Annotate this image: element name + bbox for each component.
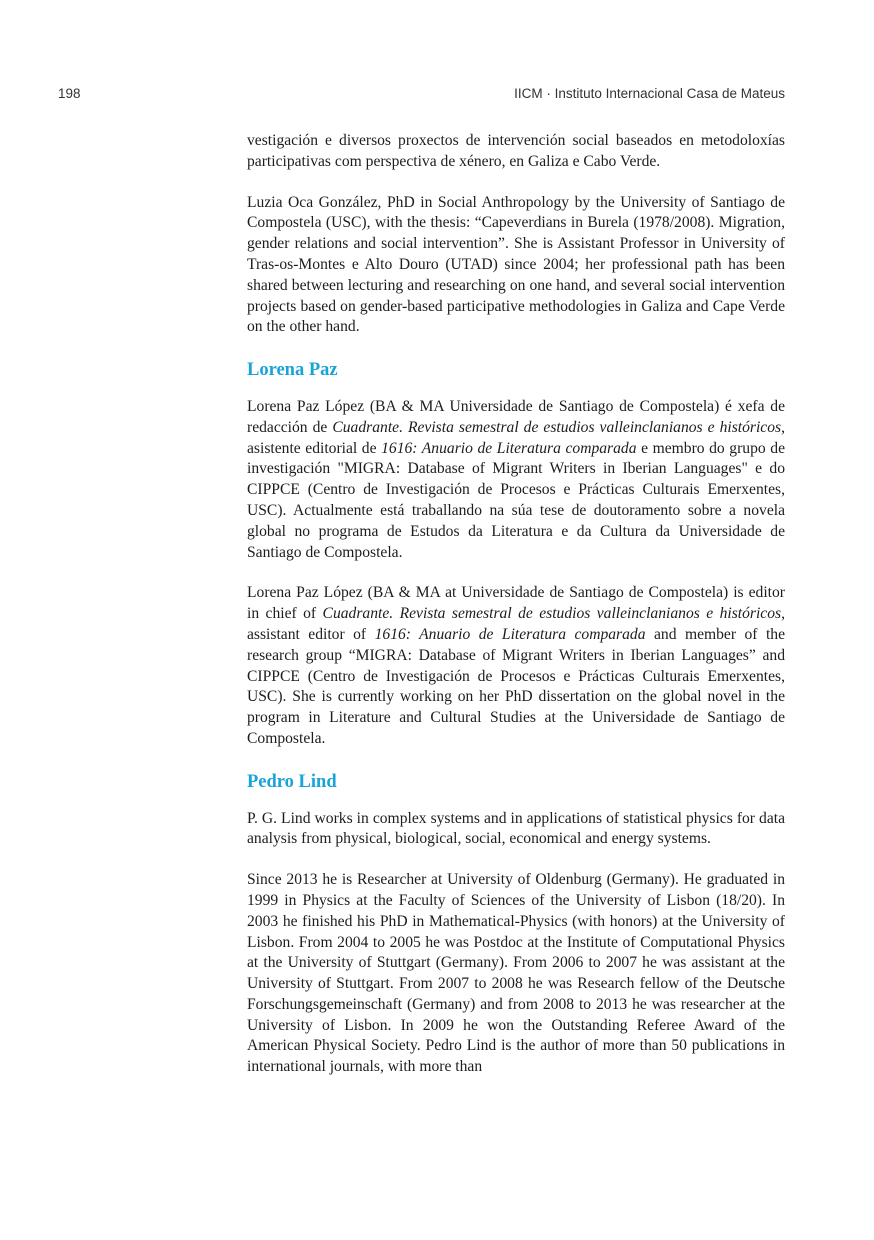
luzia-galician-paragraph-continued: vestigación e diversos proxectos de intervención social baseados en metodoloxías participativas com perspectiva de xénero, en Galiza e Cabo Verde. (247, 132, 785, 170)
text-run: and member of the research group “MIGRA: Database of Migrant Writers in Iberian Languages” and CIPPCE (Centro de Investigación de Procesos e Prácticas Culturais Emerxentes, USC). She is currently working on her PhD dissertation on the global novel in the program in Literature and Cultural Studies at the Universidade de Santiago de Compostela. (247, 625, 785, 747)
page-number: 198 (58, 86, 81, 101)
text-run: e membro do grupo de investigación "MIGRA: Database of Migrant Writers in Iberian Languages" e do CIPPCE (Centro de Investigación de Procesos e Prácticas Culturais Emerxentes, USC). Actualmente está traballando na súa tese de doutoramento sobre a novela global no programa de Estudos da Literatura e da Cultura da Universidade de Santiago de Compostela. (247, 439, 785, 561)
page-content (247, 131, 785, 1098)
lorena-galician-paragraph (247, 397, 785, 563)
pedro-paragraph-1: P. G. Lind works in complex systems and in applications of statistical physics for data analysis from physical, biological, social, economical and energy systems. (247, 809, 785, 848)
lorena-english-paragraph (247, 583, 785, 749)
text-run: Lorena Paz López (BA & MA Universidade de Santiago de Compostela) é xefa de redacción de (247, 397, 785, 436)
journal-title-1616: 1616: Anuario de Literatura comparada (381, 439, 637, 457)
pedro-paragraph-2: Since 2013 he is Researcher at University of Oldenburg (Germany). He graduated in 1999 in Physics at the Faculty of Sciences of the University of Lisbon (18/20). In 2003 he finished his PhD in Mathematical-Physics (with honors) at the University of Lisbon. From 2004 to 2005 he was Postdoc at the Institute of Computational Physics at the University of Stuttgart (Germany). From 2006 to 2007 he was assistant at the University of Stuttgart. From 2007 to 2008 he was Research fellow of the Deutsche Forschungsgemeinschaft (Germany) and from 2008 to 2013 he was researcher at the University of Lisbon. In 2009 he won the Outstanding Referee Award of the American Physical Society. Pedro Lind is the author of more than 50 publications in international journals, with more than (247, 871, 785, 1076)
section-heading-lorena-paz: Lorena Paz (247, 360, 338, 381)
journal-title-1616: 1616: Anuario de Literatura comparada (374, 625, 646, 643)
section-heading-pedro-lind: Pedro Lind (247, 771, 337, 792)
journal-title-cuadrante: Cuadrante. Revista semestral de estudios valleinclanianos e históricos (322, 605, 782, 623)
text-run: Lorena Paz López (BA & MA at Universidade de Santiago de Compostela) is editor in chief of (247, 584, 785, 623)
luzia-english-paragraph: Luzia Oca González, PhD in Social Anthropology by the University of Santiago de Compostela (USC), with the thesis: “Capeverdians in Burela (1978/2008). Migration, gender relations and social intervention”. She is Assistant Professor in University of Tras-os-Montes e Alto Douro (UTAD) since 2004; her professional path has been shared between lecturing and researching on one hand, and several social intervention projects based on gender-based participative methodologies in Galiza and Cape Verde on the other hand. (247, 193, 785, 336)
journal-title-cuadrante: Cuadrante. Revista semestral de estudios valleinclanianos e históricos (332, 418, 782, 436)
running-header: IICM · Instituto Internacional Casa de Mateus (514, 86, 785, 101)
text-run: , asistente editorial de (247, 418, 785, 457)
text-run: , assistant editor of (247, 605, 785, 643)
